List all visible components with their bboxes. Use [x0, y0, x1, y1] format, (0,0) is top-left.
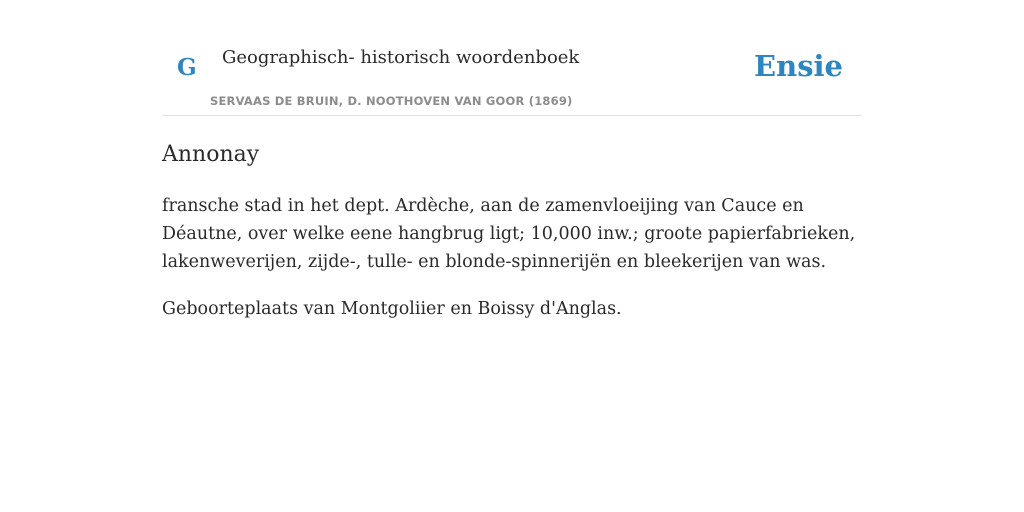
definition-paragraph: Geboorteplaats van Montgoliier en Boissy d'Anglas. — [162, 299, 622, 320]
book-authors: SERVAAS DE BRUIN, D. NOOTHOVEN VAN GOOR (1869) — [210, 94, 573, 108]
entry-headword: Annonay — [162, 142, 260, 167]
entry-definition — [162, 192, 862, 323]
page-container — [162, 0, 862, 323]
definition-paragraph: fransche stad in het dept. Ardèche, aan de zamenvloeijing van Cauce en Déautne, over welke eene hangbrug ligt; 10,000 inw.; groote papierfabrieken, lakenweverijen, zijde-, tulle- en blonde-spinnerijën en bleekerijen van was. — [162, 196, 856, 273]
book-header — [162, 0, 862, 116]
book-letter-badge[interactable]: G — [177, 54, 197, 81]
ensie-logo-link[interactable]: Ensie — [754, 49, 843, 83]
book-title[interactable]: Geographisch- historisch woordenboek — [222, 47, 580, 68]
